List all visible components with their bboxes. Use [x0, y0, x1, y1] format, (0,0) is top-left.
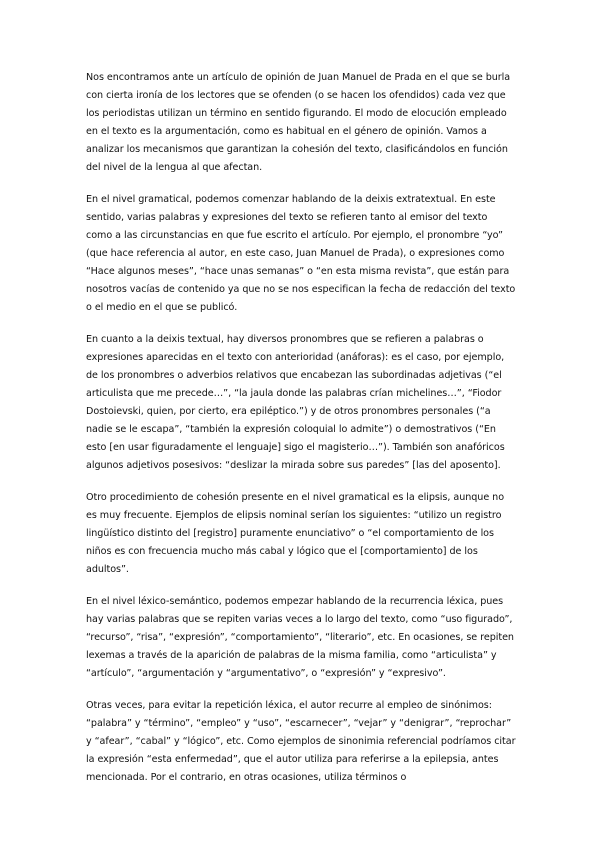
paragraph-intro: Nos encontramos ante un artículo de opinión de Juan Manuel de Prada en el que se burla con cierta ironía de los lectores que se ofenden (o se hacen los ofendidos) cada vez que los periodistas utilizan un término en sentido figurando. El modo de elocución empleado en el texto es la argumentación, como es habitual en el género de opinión. Vamos a analizar los mecanismos que garantizan la cohesión del texto, clasificándolos en función del nivel de la lengua al que afectan.: [86, 72, 511, 173]
paragraph-elipsis: Otro procedimiento de cohesión presente en el nivel gramatical es la elipsis, aunque no es muy frecuente. Ejemplos de elipsis nominal serían los siguientes: “utilizo un registro lingüístico distinto del [registro] puramente enunciativo” o “el comportamiento de los niños es con frecuencia mucho más cabal y lógico que el [comportamiento] de los adultos”.: [86, 492, 505, 575]
paragraph-deixis-extratextual: En el nivel gramatical, podemos comenzar hablando de la deixis extratextual. En este sentido, varias palabras y expresiones del texto se refieren tanto al emisor del texto como a las circunstancias en que fue escrito el artículo. Por ejemplo, el pronombre “yo” (que hace referencia al autor, en este caso, Juan Manuel de Prada), o expresiones como “Hace algunos meses”, “hace unas semanas” o “en esta misma revista”, que están para nosotros vacías de contenido ya que no se nos especifican la fecha de redacción del texto o el medio en el que se publicó.: [86, 194, 516, 313]
paragraph-deixis-textual: En cuanto a la deixis textual, hay diversos pronombres que se refieren a palabras o expresiones aparecidas en el texto con anterioridad (anáforas): es el caso, por ejemplo, de los pronombres o adverbios relativos que encabezan las subordinadas adjetivas (“el articulista que me precede…”, “la jaula donde las palabras crían michelines…”, “Fiodor Dostoievski, quien, por cierto, era epiléptico.”) y de otros pronombres personales (“a nadie se le escapa”, “también la expresión coloquial lo admite”) o demostrativos (“En esto [en usar figuradamente el lenguaje] sigo el magisterio…”). También son anafóricos algunos adjetivos posesivos: “deslizar la mirada sobre sus paredes” [las del aposento].: [86, 334, 505, 471]
paragraph-sinonimos: Otras veces, para evitar la repetición léxica, el autor recurre al empleo de sinónimos: “palabra” y “término”, “empleo” y “uso”, “escarnecer”, “vejar” y “denigrar”, “reprochar” y “afear”, “cabal” y “lógico”, etc. Como ejemplos de sinonimia referencial podríamos citar la expresión “esta enfermedad”, que el autor utiliza para referirse a la epilepsia, antes mencionada. Por el contrario, en otras ocasiones, utiliza términos o: [86, 700, 516, 783]
document-page: [86, 69, 516, 801]
paragraph-recurrencia-lexica: En el nivel léxico-semántico, podemos empezar hablando de la recurrencia léxica, pues hay varias palabras que se repiten varias veces a lo largo del texto, como “uso figurado”, “recurso”, “risa”, “expresión”, “comportamiento”, “literario”, etc. En ocasiones, se repiten lexemas a través de la aparición de palabras de la misma familia, como “articulista” y “artículo”, “argumentación y “argumentativo”, o “expresión” y “expresivo”.: [86, 596, 514, 679]
